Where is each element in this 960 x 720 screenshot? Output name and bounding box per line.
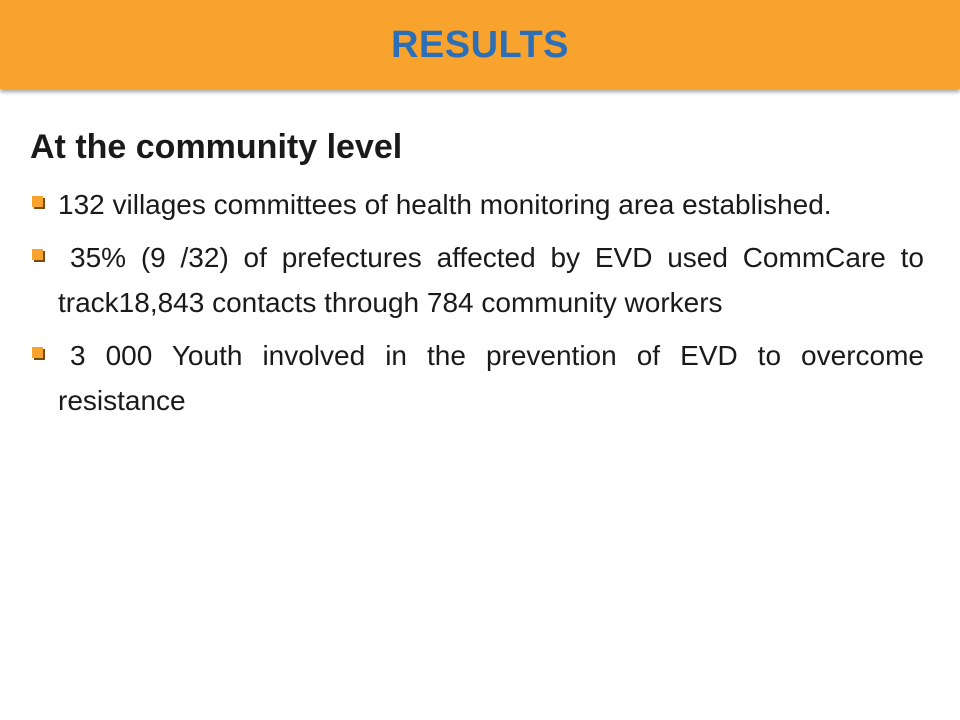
bullet-item <box>30 182 924 227</box>
bullet-text: 35% (9 /32) of prefectures affected by EVD used CommCare to track18,843 contacts through 784 community workers <box>58 242 924 318</box>
bullet-item <box>30 333 924 423</box>
square-bullet-icon <box>32 347 43 358</box>
square-bullet-icon <box>32 196 43 207</box>
slide-content <box>30 126 924 431</box>
bullet-item <box>30 235 924 325</box>
section-heading: At the community level <box>30 128 403 166</box>
title-bar <box>0 0 960 89</box>
bullet-text: 3 000 Youth involved in the prevention of EVD to overcome resistance <box>58 340 924 416</box>
bullet-text: 132 villages committees of health monitoring area established. <box>58 189 832 220</box>
page-title: RESULTS <box>390 24 570 66</box>
square-bullet-icon <box>32 249 43 260</box>
